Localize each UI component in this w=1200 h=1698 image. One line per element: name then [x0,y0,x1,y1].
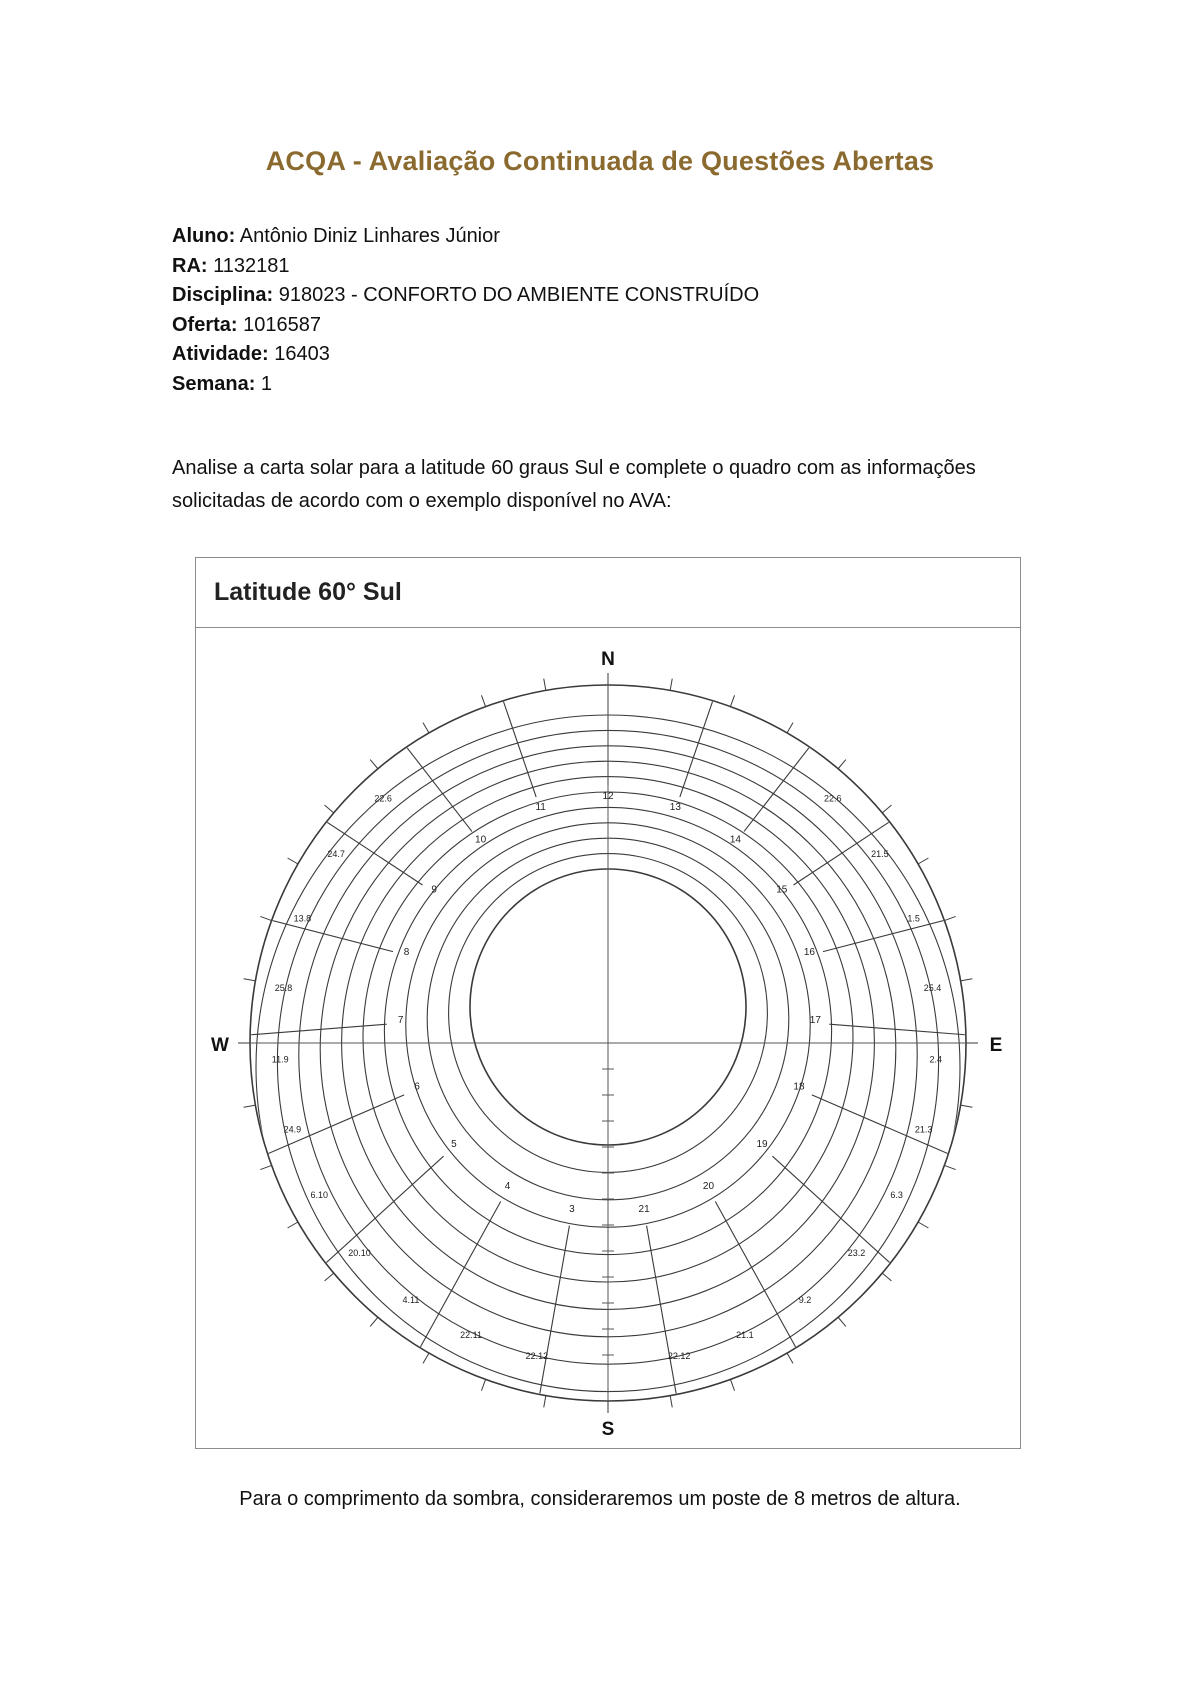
info-row-semana: Semana: 1 [172,372,273,395]
date-label-right: 21.3 [914,1124,933,1135]
azimuth-tick [670,1396,672,1408]
figure-header [196,558,1020,628]
date-label-left: 6.10 [310,1190,329,1201]
azimuth-tick [481,695,485,706]
info-row-atividade: Atividade: 16403 [172,343,330,365]
date-label-right: 23.2 [847,1247,866,1258]
azimuth-tick [944,1165,955,1169]
date-label-right: 21.1 [736,1330,754,1341]
azimuth-tick [370,760,378,769]
hour-line [257,776,422,885]
azimuth-tick [260,916,271,920]
date-label-left: 22.6 [374,793,392,804]
hour-label: 8 [403,947,410,959]
hour-label: 17 [809,1015,821,1027]
date-label-left: 13.8 [293,913,312,924]
azimuth-tick [670,679,672,691]
hour-label: 5 [451,1138,457,1150]
date-label-left: 24.7 [327,849,345,860]
hour-line [772,1156,919,1289]
azimuth-tick [325,1273,334,1281]
hour-label: 9 [431,884,437,896]
info-row-oferta: Oferta: 1016587 [172,313,321,336]
chart-labels [211,649,1002,1440]
azimuth-tick [244,979,256,981]
cardinal-label-n: N [601,649,615,670]
figure-caption: Para o comprimento da sombra, consideraremos um poste de 8 metros de altura. [239,1488,961,1510]
hour-label: 13 [669,802,681,814]
info-row-disciplina: Disciplina: 918023 - CONFORTO DO AMBIENTE CONSTRUÍDO [172,284,760,306]
hour-label: 10 [475,834,487,846]
azimuth-tick [882,805,891,813]
hour-line [647,1226,681,1421]
azimuth-tick [961,979,973,981]
azimuth-tick [288,1222,298,1228]
hour-label: 19 [756,1138,768,1150]
hour-line [535,1226,569,1421]
azimuth-tick [944,916,955,920]
hour-label: 3 [569,1203,575,1215]
azimuth-tick [961,1105,973,1107]
info-row-aluno: Aluno: Antônio Diniz Linhares Júnior [172,225,500,247]
cardinal-label-w: W [211,1035,229,1056]
azimuth-tick [288,858,298,864]
azimuth-tick [370,1317,378,1326]
sun-chart-figure [195,557,1021,1449]
azimuth-tick [787,723,793,733]
cardinal-label-e: E [989,1035,1003,1056]
date-label-right: 22.12 [667,1350,691,1361]
page-title: ACQA - Avaliação Continuada de Questões Abertas [265,146,935,176]
azimuth-tick [787,1353,793,1363]
hour-label: 6 [414,1081,420,1093]
student-info [172,222,759,399]
azimuth-tick [544,679,546,691]
azimuth-tick [325,805,334,813]
hour-label: 7 [397,1015,404,1027]
hour-label: 16 [803,947,815,959]
hour-label: 11 [535,802,546,814]
azimuth-tick [244,1105,256,1107]
date-label-left: 20.10 [348,1247,371,1258]
hour-label: 4 [504,1181,511,1193]
hour-label: 15 [776,884,788,896]
date-label-right: 22.6 [824,793,842,804]
date-label-right: 6.3 [890,1190,903,1201]
azimuth-tick [730,1379,734,1390]
hour-label: 14 [729,834,741,846]
azimuth-tick [423,723,429,733]
azimuth-tick [838,1317,846,1326]
date-label-left: 22.11 [460,1330,483,1341]
hour-label: 20 [702,1181,715,1193]
azimuth-tick [838,760,846,769]
date-label-left: 22.12 [525,1350,549,1361]
cardinal-label-s: S [601,1419,615,1440]
figure-title: Latitude 60° Sul [214,578,402,606]
date-label-left: 24.9 [283,1124,302,1135]
date-label-left: 4.11 [402,1295,420,1306]
azimuth-tick [481,1379,485,1390]
hour-line [472,627,536,797]
date-label-right: 9.2 [798,1295,812,1306]
azimuth-tick [260,1165,271,1169]
azimuth-tick [544,1396,546,1408]
azimuth-tick [882,1273,891,1281]
hour-label: 21 [638,1203,650,1215]
hour-line [201,902,393,951]
hour-line [297,1156,444,1289]
date-label-left: 25.8 [274,982,293,993]
azimuth-tick [730,695,734,706]
sun-chart [196,627,1019,1447]
hour-line [793,776,958,885]
date-label-right: 25.4 [923,982,942,993]
hour-label: 18 [793,1081,805,1093]
azimuth-tick [918,858,928,864]
azimuth-tick [918,1222,928,1228]
hour-line [823,902,1015,951]
azimuth-tick [423,1353,429,1363]
date-label-right: 1.5 [907,913,920,924]
date-label-right: 21.5 [871,849,889,860]
info-row-ra: RA: 1132181 [172,254,290,277]
date-label-right: 2.4 [929,1054,943,1065]
date-label-left: 11.9 [271,1054,289,1065]
sun-chart-body [196,627,1019,1447]
hour-label: 12 [602,791,614,802]
question-prompt: Analise a carta solar para a latitude 60 graus Sul e complete o quadro com as informações solicitadas de acordo com o exemplo disponível no AVA: [172,457,976,512]
hour-line [680,627,744,797]
